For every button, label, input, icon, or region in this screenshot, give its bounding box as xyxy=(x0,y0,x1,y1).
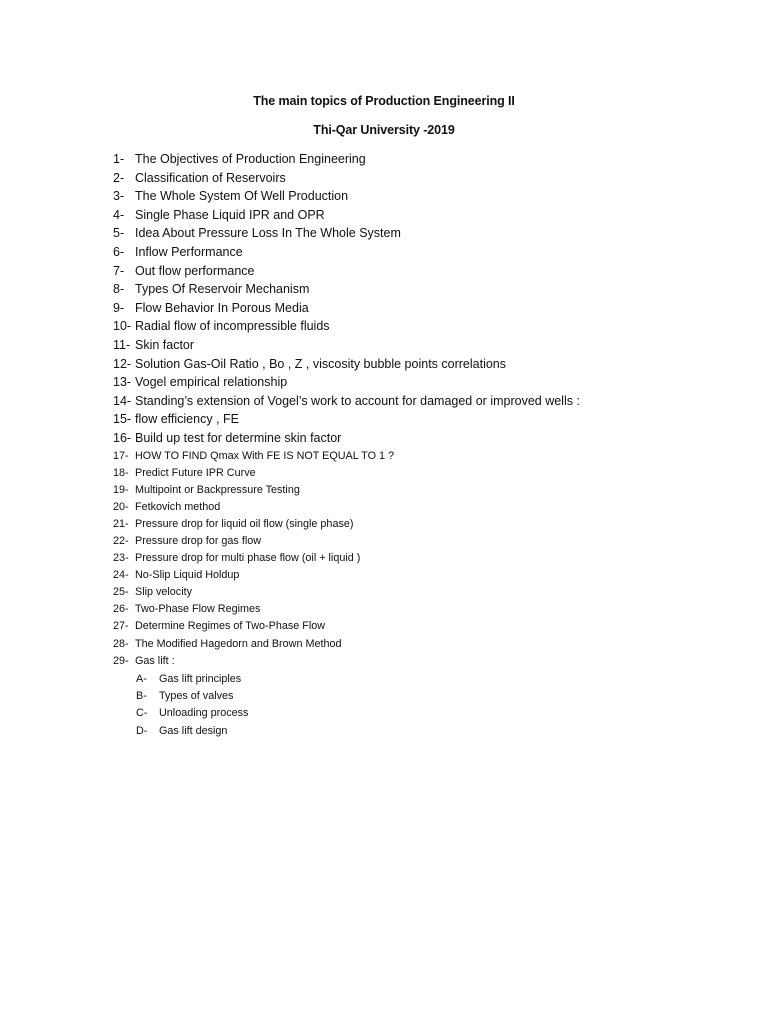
item-number: 29- xyxy=(113,654,129,667)
item-text: Solution Gas-Oil Ratio , Bo , Z , viscosity bubble points correlations xyxy=(135,356,506,371)
list-item xyxy=(113,431,580,450)
item-number: 18- xyxy=(113,466,129,479)
list-item xyxy=(113,171,580,190)
list-item xyxy=(113,535,580,552)
item-number: 15- xyxy=(113,412,132,427)
sub-list-item xyxy=(136,707,248,724)
item-text: Two-Phase Flow Regimes xyxy=(135,603,261,616)
list-item xyxy=(113,620,580,637)
item-text: Classification of Reservoirs xyxy=(135,170,286,185)
item-number: 13- xyxy=(113,375,132,390)
item-text: Standing’s extension of Vogel’s work to account for damaged or improved wells : xyxy=(135,393,580,408)
item-number: 3- xyxy=(113,189,125,204)
sub-list-item xyxy=(136,725,248,742)
list-item xyxy=(113,208,580,227)
sub-item-letter: B- xyxy=(136,690,147,703)
item-number: 10- xyxy=(113,319,132,334)
item-text: Flow Behavior In Porous Media xyxy=(135,300,309,315)
item-text: The Modified Hagedorn and Brown Method xyxy=(135,637,342,650)
item-number: 5- xyxy=(113,226,125,241)
item-text: Skin factor xyxy=(135,337,195,352)
list-item xyxy=(113,501,580,518)
list-item xyxy=(113,467,580,484)
list-item xyxy=(113,412,580,431)
item-text: Out flow performance xyxy=(135,263,255,278)
item-text: Idea About Pressure Loss In The Whole System xyxy=(135,226,401,241)
item-number: 12- xyxy=(113,356,132,371)
item-text: Types Of Reservoir Mechanism xyxy=(135,282,310,297)
item-number: 23- xyxy=(113,552,129,565)
item-text: Inflow Performance xyxy=(135,244,243,259)
list-item xyxy=(113,638,580,655)
document-subtitle: Thi-Qar University -2019 xyxy=(313,123,455,137)
item-number: 28- xyxy=(113,637,129,650)
item-text: Pressure drop for multi phase flow (oil + liquid ) xyxy=(135,552,361,565)
item-number: 21- xyxy=(113,517,129,530)
item-text: Single Phase Liquid IPR and OPR xyxy=(135,207,325,222)
item-number: 4- xyxy=(113,207,125,222)
sub-item-text: Unloading process xyxy=(159,707,249,720)
item-text: Fetkovich method xyxy=(135,500,221,513)
item-text: HOW TO FIND Qmax With FE IS NOT EQUAL TO 1 ? xyxy=(135,449,394,462)
item-text: No-Slip Liquid Holdup xyxy=(135,569,240,582)
list-item xyxy=(113,450,580,467)
item-number: 11- xyxy=(113,337,131,352)
list-item xyxy=(113,552,580,569)
gas-lift-sublist xyxy=(136,673,248,742)
item-text: Pressure drop for gas flow xyxy=(135,534,262,547)
document-title: The main topics of Production Engineering II xyxy=(253,94,515,108)
item-number: 24- xyxy=(113,569,129,582)
sub-item-letter: A- xyxy=(136,673,147,685)
item-number: 6- xyxy=(113,244,125,259)
item-number: 8- xyxy=(113,282,125,297)
list-item xyxy=(113,603,580,620)
item-number: 19- xyxy=(113,483,129,496)
sub-item-text: Gas lift design xyxy=(159,724,228,737)
sub-item-letter: D- xyxy=(136,724,148,737)
item-text: The Objectives of Production Engineering xyxy=(135,152,366,166)
item-number: 9- xyxy=(113,300,125,315)
item-number: 14- xyxy=(113,393,132,408)
list-item xyxy=(113,375,580,394)
item-number: 16- xyxy=(113,430,132,445)
item-number: 7- xyxy=(113,263,125,278)
list-item xyxy=(113,189,580,208)
sub-item-text: Gas lift principles xyxy=(159,673,242,685)
item-text: Multipoint or Backpressure Testing xyxy=(135,483,300,496)
list-item xyxy=(113,338,580,357)
item-number: 22- xyxy=(113,534,129,547)
sub-list-item xyxy=(136,673,248,690)
item-number: 27- xyxy=(113,620,129,633)
list-item xyxy=(113,264,580,283)
item-text: The Whole System Of Well Production xyxy=(135,189,349,204)
list-item xyxy=(113,319,580,338)
item-text: Pressure drop for liquid oil flow (single phase) xyxy=(135,517,354,530)
item-text: Vogel empirical relationship xyxy=(135,375,288,390)
item-text: Predict Future IPR Curve xyxy=(135,466,256,479)
list-item xyxy=(113,152,580,171)
list-item xyxy=(113,357,580,376)
list-item xyxy=(113,484,580,501)
topics-list xyxy=(113,152,580,672)
list-item xyxy=(113,518,580,535)
list-item xyxy=(113,282,580,301)
sub-item-letter: C- xyxy=(136,707,148,720)
sub-list-item xyxy=(136,690,248,707)
list-item xyxy=(113,245,580,264)
item-text: Gas lift : xyxy=(135,654,175,667)
item-text: Determine Regimes of Two-Phase Flow xyxy=(135,620,326,633)
item-text: Build up test for determine skin factor xyxy=(135,430,342,445)
list-item xyxy=(113,655,580,672)
item-number: 2- xyxy=(113,170,125,185)
item-text: Radial flow of incompressible fluids xyxy=(135,319,330,334)
list-item xyxy=(113,394,580,413)
list-item xyxy=(113,586,580,603)
item-number: 1- xyxy=(113,152,125,166)
item-number: 26- xyxy=(113,603,129,616)
item-number: 20- xyxy=(113,500,129,513)
item-number: 17- xyxy=(113,449,129,462)
item-number: 25- xyxy=(113,586,129,599)
list-item xyxy=(113,301,580,320)
list-item xyxy=(113,226,580,245)
item-text: flow efficiency , FE xyxy=(135,412,239,427)
item-text: Slip velocity xyxy=(135,586,193,599)
sub-item-text: Types of valves xyxy=(159,690,234,703)
list-item xyxy=(113,569,580,586)
